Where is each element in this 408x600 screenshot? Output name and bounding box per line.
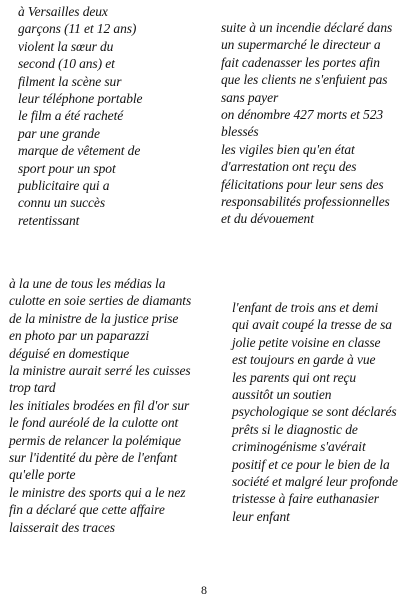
poem-line: permis de relancer la polémique [9, 432, 181, 448]
poem-line: société et malgré leur profonde [232, 474, 398, 490]
poem-bottom-left [9, 275, 191, 536]
poem-line: en photo par un paparazzi [9, 328, 150, 344]
poem-line: les parents qui ont reçu [232, 369, 357, 385]
poem-line: que les clients ne s'enfuient pas [221, 72, 388, 88]
poem-line: à Versailles deux [18, 4, 108, 19]
poem-line: est toujours en garde à vue [232, 352, 376, 368]
poem-line: prêts si le diagnostic de [232, 421, 358, 437]
poem-line: second (10 ans) et [18, 56, 115, 72]
poem-line: à la une de tous les médias la [9, 276, 166, 291]
poem-line: leur enfant [232, 508, 290, 524]
poem-line: sans payer [221, 89, 279, 105]
poem-line: trop tard [9, 380, 56, 396]
poem-line: par une grande [18, 125, 100, 141]
poem-line: filment la scène sur [18, 73, 122, 89]
poem-line: fin a déclaré que cette affaire [9, 502, 165, 518]
poem-line: blessés [221, 124, 259, 140]
poem-bottom-right [232, 299, 398, 525]
page-number: 8 [201, 583, 207, 597]
poem-line: laisserait des traces [9, 519, 115, 535]
poem-line: leur téléphone portable [18, 91, 143, 107]
poem-line: fait cadenasser les portes afin [221, 54, 380, 70]
poem-line: criminogénisme s'avérait [232, 439, 366, 455]
poem-line: responsabilités professionnelles [221, 194, 390, 210]
poem-line: le fond auréolé de la culotte ont [9, 415, 179, 431]
poem-line: et du dévouement [221, 211, 314, 227]
poem-line: sport pour un spot [18, 160, 116, 176]
poem-line: de la ministre de la justice prise [9, 310, 179, 326]
poem-line: qu'elle porte [9, 467, 76, 483]
poem-line: qui avait coupé la tresse de sa [232, 317, 392, 333]
poem-line: publicitaire qui a [18, 178, 110, 194]
poem-line: sur l'identité du père de l'enfant [9, 450, 177, 466]
poem-line: déguisé en domestique [9, 345, 130, 361]
poem-line: violent la sœur du [18, 38, 114, 54]
poem-line: jolie petite voisine en classe [232, 334, 381, 350]
poem-line: garçons (11 et 12 ans) [18, 21, 137, 37]
poem-line: retentissant [18, 212, 80, 228]
poem-line: le ministre des sports qui a le nez [9, 484, 186, 500]
poem-line: les vigiles bien qu'en état [221, 141, 355, 157]
poem-line: connu un succès [18, 195, 105, 211]
poem-top-right [221, 19, 392, 228]
poem-line: d'arrestation ont reçu des [221, 159, 357, 175]
poem-line: félicitations pour leur sens des [221, 176, 384, 192]
poem-line: les initiales brodées en fil d'or sur [9, 397, 190, 413]
poem-line: un supermarché le directeur a [221, 37, 381, 53]
poem-line: la ministre aurait serré les cuisses [9, 363, 191, 379]
poem-line: aussitôt un soutien [232, 387, 332, 403]
poem-top-left [18, 3, 142, 229]
poem-line: positif et ce pour le bien de la [232, 456, 390, 472]
poem-line: suite à un incendie déclaré dans [221, 20, 393, 35]
poem-line: tristesse à faire euthanasier [232, 491, 379, 507]
poem-line: marque de vêtement de [18, 143, 141, 159]
poem-line: psychologique se sont déclarés [232, 404, 397, 420]
poem-line: l'enfant de trois ans et demi [232, 300, 379, 315]
poem-line: culotte en soie serties de diamants [9, 293, 192, 309]
poem-line: on dénombre 427 morts et 523 [221, 107, 384, 123]
poem-line: le film a été racheté [18, 108, 124, 124]
